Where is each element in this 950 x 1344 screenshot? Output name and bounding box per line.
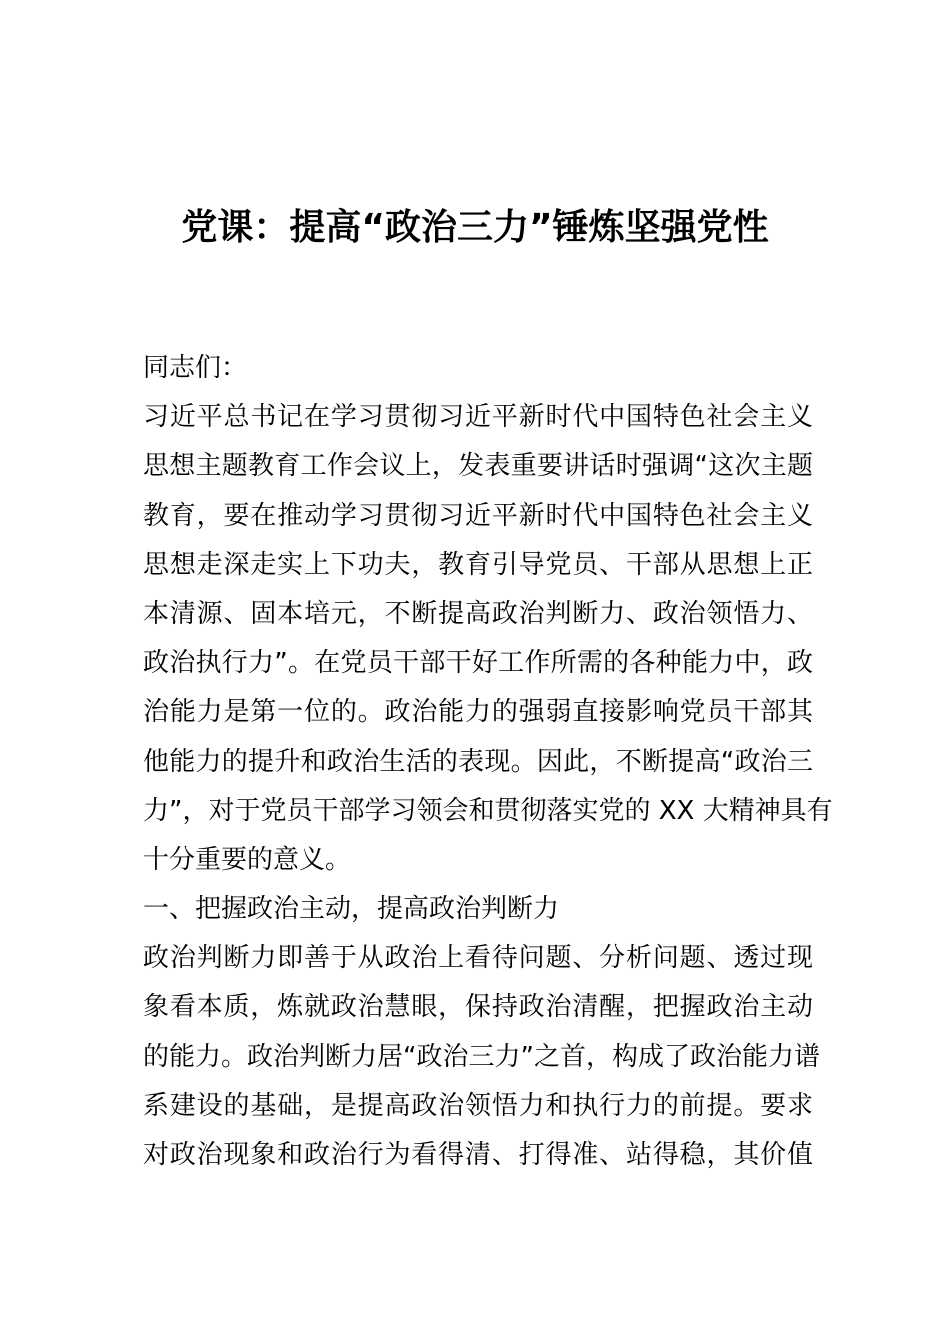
paragraph-line: 象看本质，炼就政治慧眼，保持政治清醒，把握政治主动 <box>143 992 813 1023</box>
paragraph-line: 力”，对于党员干部学习领会和贯彻落实党的 XX 大精神具有 <box>143 795 833 826</box>
paragraph-line: 十分重要的意义。 <box>143 844 352 875</box>
document-body <box>143 344 833 1180</box>
paragraph-line: 政治判断力即善于从政治上看待问题、分析问题、透过现 <box>143 943 813 974</box>
document-title: 党课：提高“政治三力”锤炼坚强党性 <box>181 207 769 248</box>
paragraph-line: 对政治现象和政治行为看得清、打得准、站得稳，其价值 <box>143 1140 813 1170</box>
paragraph-line: 他能力的提升和政治生活的表现。因此，不断提高“政治三 <box>143 746 813 777</box>
paragraph-line: 思想主题教育工作会议上，发表重要讲话时强调“这次主题 <box>143 451 813 482</box>
section-heading: 一、把握政治主动，提高政治判断力 <box>143 894 560 925</box>
paragraph-line: 教育，要在推动学习贯彻习近平新时代中国特色社会主义 <box>143 500 813 531</box>
paragraph-line: 治能力是第一位的。政治能力的强弱直接影响党员干部其 <box>143 697 813 728</box>
paragraph-line: 系建设的基础，是提高政治领悟力和执行力的前提。要求 <box>143 1090 813 1121</box>
paragraph-line: 政治执行力”。在党员干部干好工作所需的各种能力中，政 <box>143 648 813 679</box>
salutation-line: 同志们： <box>143 353 248 383</box>
paragraph-line: 思想走深走实上下功夫，教育引导党员、干部从思想上正 <box>143 549 813 580</box>
paragraph-line: 习近平总书记在学习贯彻习近平新时代中国特色社会主义 <box>143 402 813 433</box>
paragraph-line: 的能力。政治判断力居“政治三力”之首，构成了政治能力谱 <box>143 1041 820 1072</box>
paragraph-line: 本清源、固本培元，不断提高政治判断力、政治领悟力、 <box>143 598 813 629</box>
